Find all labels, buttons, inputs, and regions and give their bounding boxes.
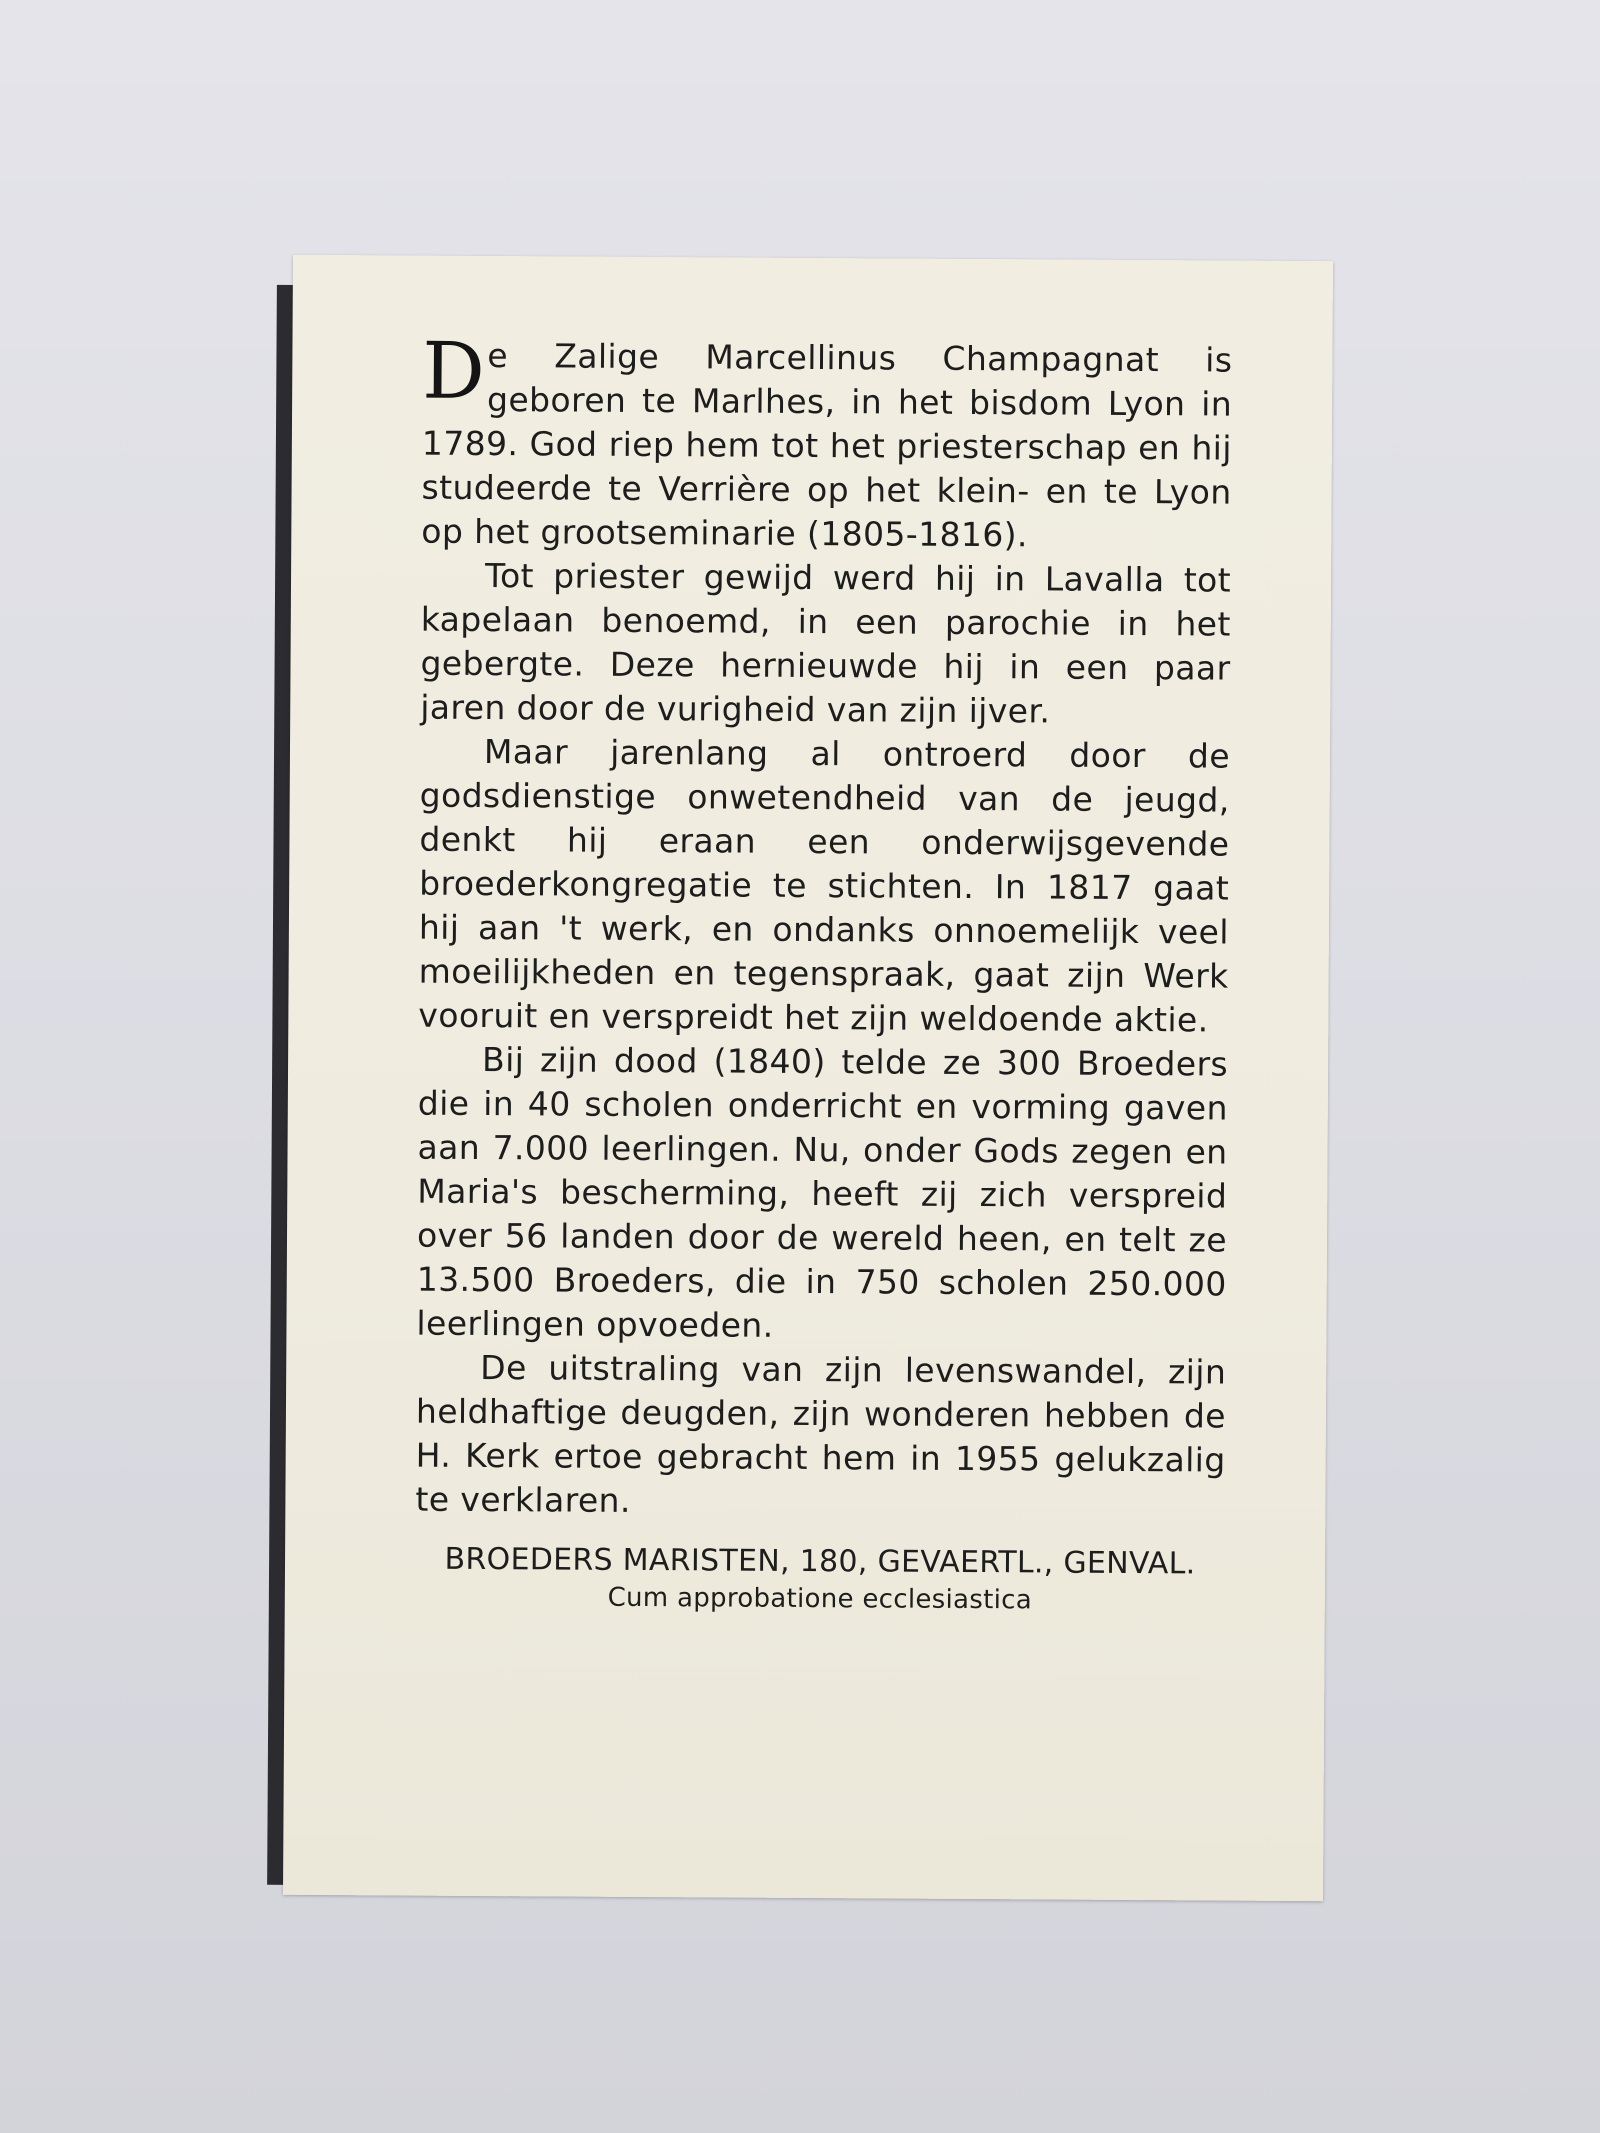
paragraph-intro-text: e Zalige Marcellinus Champagnat is geboren te Marlhes, in het bisdom Lyon in 1789. God riep hem tot het priesterschap en hij studeerde te Verrière op het klein- en te Lyon op het grootseminarie (1805-1816). [421, 336, 1233, 555]
paragraph-ordination: Tot priester gewijd werd hij in Lavalla tot kapelaan benoemd, in een parochie in het gebergte. Deze hernieuwde hij in een paar jaren door de vurigheid van zijn ijver. [420, 556, 1232, 731]
paragraph-beatification: De uitstraling van zijn levenswandel, zijn heldhaftige deugden, zijn wonderen hebben de H. Kerk ertoe gebracht hem in 1955 gelukzalig te verklaren. [415, 1348, 1227, 1520]
publisher-line: BROEDERS MARISTEN, 180, GEVAERTL., GENVAL. [444, 1541, 1196, 1582]
drop-cap: D [422, 326, 486, 418]
paragraph-congregation: Maar jarenlang al ontroerd door de godsdienstige onwetendheid van de jeugd, denkt hij eraan een onderwijsgevende broederkongregatie te stichten. In 1817 gaat hij aan 't werk, en ondanks onnoemelijk veel moeilijkheden en tegenspraak, gaat zijn Werk vooruit en verspreidt het zijn weldoende aktie. [418, 732, 1231, 1040]
card-text [415, 326, 1233, 1619]
paragraph-intro [421, 326, 1233, 559]
paragraph-growth: Bij zijn dood (1840) telde ze 300 Broeders die in 40 scholen onderricht en vorming gaven aan 7.000 leerlingen. Nu, onder Gods zegen en Maria's bescherming, heeft zij zich verspreid over 56 landen door de wereld heen, en telt ze 13.500 Broeders, die in 750 scholen 250.000 leerlingen opvoeden. [416, 1040, 1229, 1345]
approbation-line: Cum approbatione ecclesiastica [607, 1582, 1033, 1616]
prayer-card [283, 255, 1333, 1901]
